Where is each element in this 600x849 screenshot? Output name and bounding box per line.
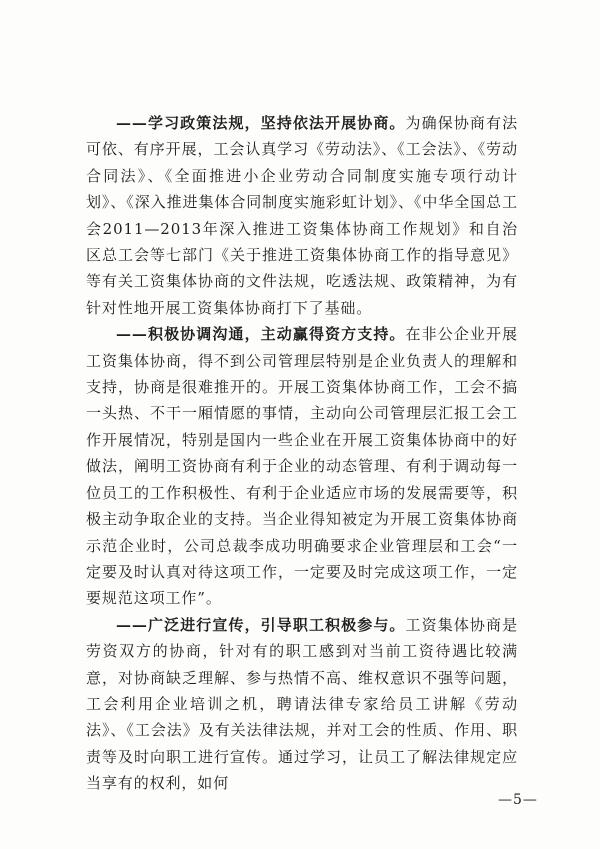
paragraph-heading: ——积极协调沟通，主动赢得资方支持。: [116, 325, 406, 344]
paragraph-coordinate-communicate: [86, 321, 518, 611]
paragraph-text: 工资集体协商是劳资双方的协商，针对有的职工感到对当前工资待遇比较满意，对协商缺乏理解、参与热情不高、维权意识不强等问题，工会利用企业培训之机，聘请法律专家给员工讲解《劳动法》、《工会法》及有关法律法规，并对工会的性质、作用、职责等及时向职工进行宣传。通过学习，让员工了解法律规定应当享有的权利，如何: [86, 615, 519, 793]
page-number: —5—: [498, 792, 538, 808]
paragraph-text: 在非公企业开展工资集体协商，得不到公司管理层特别是企业负责人的理解和支持，协商是很难推开的。开展工资集体协商工作，工会不搞一头热、不干一厢情愿的事情，主动向公司管理层汇报工会工作开展情况，特别是国内一些企业在开展工资集体协商中的好做法，阐明工资协商有利于企业的动态管理、有利于调动每一位员工的工作积极性、有利于企业适应市场的发展需要等，积极主动争取企业的支持。当企业得知被定为开展工资集体协商示范企业时，公司总裁李成功明确要求企业管理层和工会“一定要及时认真对待这项工作，一定要及时完成这项工作，一定要规范这项工作”。: [86, 325, 519, 608]
paragraph-study-policy: [86, 110, 518, 321]
paragraph-heading: ——广泛进行宣传，引导职工积极参与。: [116, 615, 406, 634]
document-body: [86, 110, 518, 797]
paragraph-publicity: [86, 612, 518, 797]
paragraph-text: 为确保协商有法可依、有序开展，工会认真学习《劳动法》、《工会法》、《劳动合同法》、《全面推进小企业劳动合同制度实施专项行动计划》、《深入推进集体合同制度实施彩虹计划》、《中华全国总工会2011—2013年深入推进工资集体协商工作规划》和自治区总工会等七部门《关于推进工资集体协商工作的指导意见》等有关工资集体协商的文件法规，吃透法规、政策精神，为有针对性地开展工资集体协商打下了基础。: [86, 114, 519, 317]
paragraph-heading: ——学习政策法规，坚持依法开展协商。: [116, 114, 406, 132]
